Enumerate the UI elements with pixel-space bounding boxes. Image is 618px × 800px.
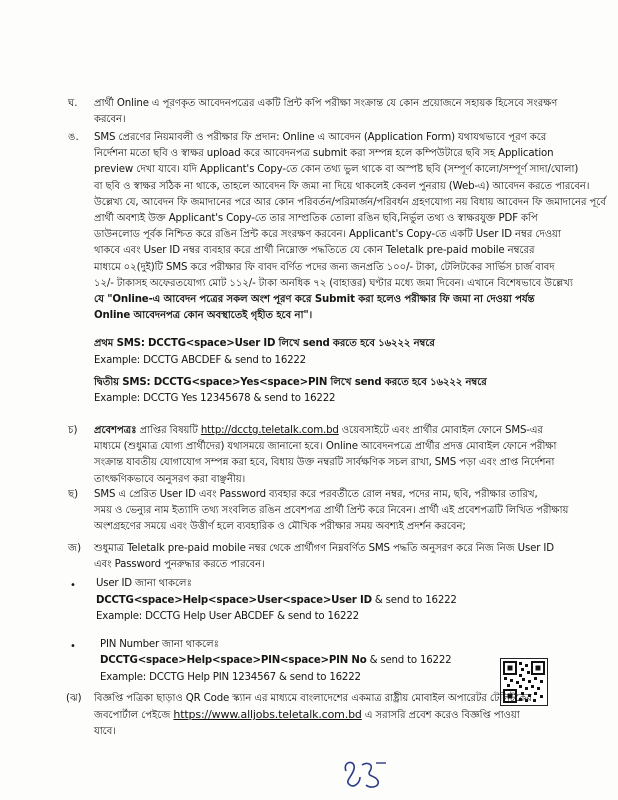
second-sms-example: Example: DCCTG Yes 12345678 & send to 16222 xyxy=(94,393,336,404)
paragraph-recovery xyxy=(94,541,594,573)
text-line: preview দেখা যাবে। যদি Applicant's Copy-তে কোন তথ্য ভুল থাকে বা অস্পষ্ট ছবি (সম্পূর্ণ কালো/সম্পূর্ণ সাদা/ঘোলা) xyxy=(94,164,579,176)
item-marker-uma: ঙ. xyxy=(68,132,79,143)
paragraph-admit-card xyxy=(94,423,594,488)
first-sms-example: Example: DCCTG ABCDEF & send to 16222 xyxy=(94,355,306,366)
text-line: সময় ও ভেন্যুর নাম ইত্যাদি তথ্য সংবলিত রঙিন প্রবেশপত্র প্রার্থী প্রিন্ট করে নিবেন। প্রার্থী এই প্রবেশপত্রটি লিখিত পরীক্ষায় xyxy=(94,505,569,517)
item-marker-chha: ছ) xyxy=(68,489,79,500)
user-id-command xyxy=(96,593,457,609)
pin-heading: PIN Number জানা থাকলেঃ xyxy=(100,639,219,650)
jobportal-url-link[interactable]: https://www.alljobs.teletalk.com.bd xyxy=(173,708,362,722)
user-id-heading: User ID জানা থাকলেঃ xyxy=(96,578,192,589)
user-id-command-bold: DCCTG<space>Help<space>User<space>User ID xyxy=(96,595,372,606)
handwriting-graphic xyxy=(338,757,394,793)
text-line: প্রার্থী অবশ্যই উক্ত Applicant's Copy-তে তার সাম্প্রতিক তোলা রঙিন ছবি,নির্ভুল তথ্য ও স্বাক্ষরযুক্ত PDF কপি xyxy=(94,213,538,225)
text-line: অংশগ্রহণের সময়ে এবং উত্তীর্ণ হলে ব্যবহারিক ও মৌখিক পরীক্ষার সময় অবশ্যই প্রদর্শন করবেন; xyxy=(94,521,466,533)
text-line: সংক্রান্ত যাবতীয় যোগাযোগ সম্পন্ন করা হবে, বিধায় উক্ত নম্বরটি সার্বক্ষণিক সচল রাখা, SMS পড়া এবং প্রাপ্ত নির্দেশনা xyxy=(94,457,555,469)
bullet-icon: • xyxy=(70,580,76,591)
text-fragment: প্রাপ্তির বিষয়টি xyxy=(136,425,201,436)
text-line: ১২/- টাকাসহ অফেরতযোগ্য মোট ১১২/- টাকা অনধিক ৭২ (বাহাত্তর) ঘণ্টার মধ্যে জমা দিবেন। এখানে বিশেষভাবে উল্লেখ্য xyxy=(94,277,573,289)
paragraph-user-id-password xyxy=(94,487,594,536)
text-line: নির্দেশনা মতো ছবি ও স্বাক্ষর upload করে আবেদনপত্র submit করা সম্পন্ন হলে কম্পিউটারে ছবি সহ Application xyxy=(94,148,554,160)
second-sms-instruction xyxy=(94,375,487,391)
paragraph-qr-jobportal xyxy=(94,691,594,741)
text-line: করবেন। xyxy=(94,114,126,126)
text-line: SMS প্রেরণের নিয়মাবলী ও পরীক্ষার ফি প্রদান: Online এ আবেদন (Application Form) যথাযথভাবে পূরণ করে xyxy=(94,132,547,143)
text-line: তাৎক্ষণিকভাবে অনুসরণ করা বাঞ্ছনীয়। xyxy=(94,473,246,485)
text-line: মাধ্যমে ০২(দুই)টি SMS করে পরীক্ষার ফি বাবদ বর্ণিত পদের জন্য জনপ্রতি ১০০/- টাকা, টেলিটকের সার্ভিস চার্জ বাবদ xyxy=(94,261,555,273)
text-line: মাধ্যমে (শুধুমাত্র যোগ্য প্রার্থীদের) যথাসময়ে জানানো হবে। Online আবেদনপত্রে প্রার্থীর প্রদত্ত মোবাইল ফোনে পরীক্ষা xyxy=(94,441,557,453)
admit-card-label: প্রবেশপত্রঃ xyxy=(94,425,137,436)
text-line: যে "Online-এ আবেদন পত্রের সকল অংশ পূরণ করে Submit করা হলেও পরীক্ষার ফি জমা না দেওয়া পর্যন্ত xyxy=(94,294,535,306)
text-fragment: ওয়েবসাইটে এবং প্রার্থীর মোবাইল ফোনে SMS-এর xyxy=(338,425,543,436)
text-line: উল্লেখ্য যে, আবেদন ফি জমাদানের পরে আর কোন পরিবর্তন/পরিমার্জন/পরিবর্ধন গ্রহণযোগ্য নয় বিধায় আবেদন ফি জমাদানের পূর্বে xyxy=(94,196,606,208)
pin-command-rest: & send to 16222 xyxy=(366,655,452,666)
text-line: এবং Password পুনরুদ্ধার করতে পারবেন। xyxy=(94,559,265,571)
pin-command xyxy=(100,653,451,669)
text-fragment: এ সরাসরি প্রবেশ করেও বিজ্ঞপ্তি পাওয়া xyxy=(361,710,520,722)
text-line: শুধুমাত্র Teletalk pre-paid mobile নম্বর থেকে প্রার্থীগণ নিম্নবর্ণিত SMS পদ্ধতি অনুসরণ করে নিজ নিজ User ID xyxy=(94,543,554,554)
first-sms-label: প্রথম SMS xyxy=(94,338,141,349)
text-fragment: জবপোর্টাল পেইজে xyxy=(94,710,174,722)
text-line: যাবে। xyxy=(94,726,116,738)
pin-command-bold: DCCTG<space>Help<space>PIN<space>PIN No xyxy=(100,655,367,666)
item-marker-gha: ঘ. xyxy=(68,98,78,109)
item-marker-ja: জ) xyxy=(68,543,82,554)
first-sms-instruction xyxy=(94,336,435,352)
text-line: প্রার্থী Online এ পূরণকৃত আবেদনপত্রের একটি প্রিন্ট কপি পরীক্ষা সংক্রান্ত যে কোন প্রয়োজনে সহায়ক হিসেবে সংরক্ষণ xyxy=(94,98,558,109)
second-sms-command: : DCCTG<space>Yes<space>PIN লিখে send করতে হবে ১৬২২২ নম্বরে xyxy=(146,377,487,388)
text-line: Online আবেদনপত্র কোন অবস্থাতেই গৃহীত হবে না"। xyxy=(94,310,313,322)
text-line xyxy=(94,423,594,439)
paragraph-gha xyxy=(94,96,594,128)
handwritten-page-number xyxy=(338,757,394,797)
user-id-example: Example: DCCTG Help User ABCDEF & send to 16222 xyxy=(96,611,359,622)
pin-example: Example: DCCTG Help PIN 1234567 & send to 16222 xyxy=(100,672,361,683)
item-marker-cha: চ) xyxy=(68,425,78,436)
text-line: বা ছবি ও স্বাক্ষর সঠিক না থাকে, তাহলে আবেদন ফি জমা না দিয়ে থাকলেই কেবল পুনরায় (Web-এ) আবেদন করতে পারবেন। xyxy=(94,180,590,192)
user-id-command-rest: & send to 16222 xyxy=(371,595,457,606)
bullet-icon: • xyxy=(70,641,76,652)
first-sms-command: : DCCTG<space>User ID লিখে send করতে হবে ১৬২২২ নম্বরে xyxy=(140,338,435,349)
text-line: SMS এ প্রেরিত User ID এবং Password ব্যবহার করে পরবর্তীতে রোল নম্বর, পদের নাম, ছবি, পরীক্ষার তারিখ, xyxy=(94,489,538,500)
text-line: থাকবে এবং User ID নম্বর ব্যবহার করে প্রার্থী নিম্নোক্ত পদ্ধতিতে যে কোন Teletalk pre-paid mobile নম্বরের xyxy=(94,245,535,257)
text-line: ডাউনলোড পূর্বক নিশ্চিত করে রঙিন প্রিন্ট করে সংরক্ষণ করবেন। Applicant's Copy-তে একটি User ID নম্বর দেওয়া xyxy=(94,229,561,241)
paragraph-sms-rules xyxy=(94,130,606,324)
second-sms-label: দ্বিতীয় SMS xyxy=(94,377,147,388)
text-line: বিজ্ঞপ্তি পত্রিকা ছাড়াও QR Code স্ক্যান এর মাধ্যমে বাংলাদেশের একমাত্র রাষ্ট্রীয় মোবাইল অপারেটর টেলিটকের xyxy=(94,693,532,704)
text-line xyxy=(94,707,594,724)
item-marker-jha: (ঝ) xyxy=(66,693,82,704)
admit-card-url-link[interactable]: http://dcctg.teletalk.com.bd xyxy=(200,425,339,436)
